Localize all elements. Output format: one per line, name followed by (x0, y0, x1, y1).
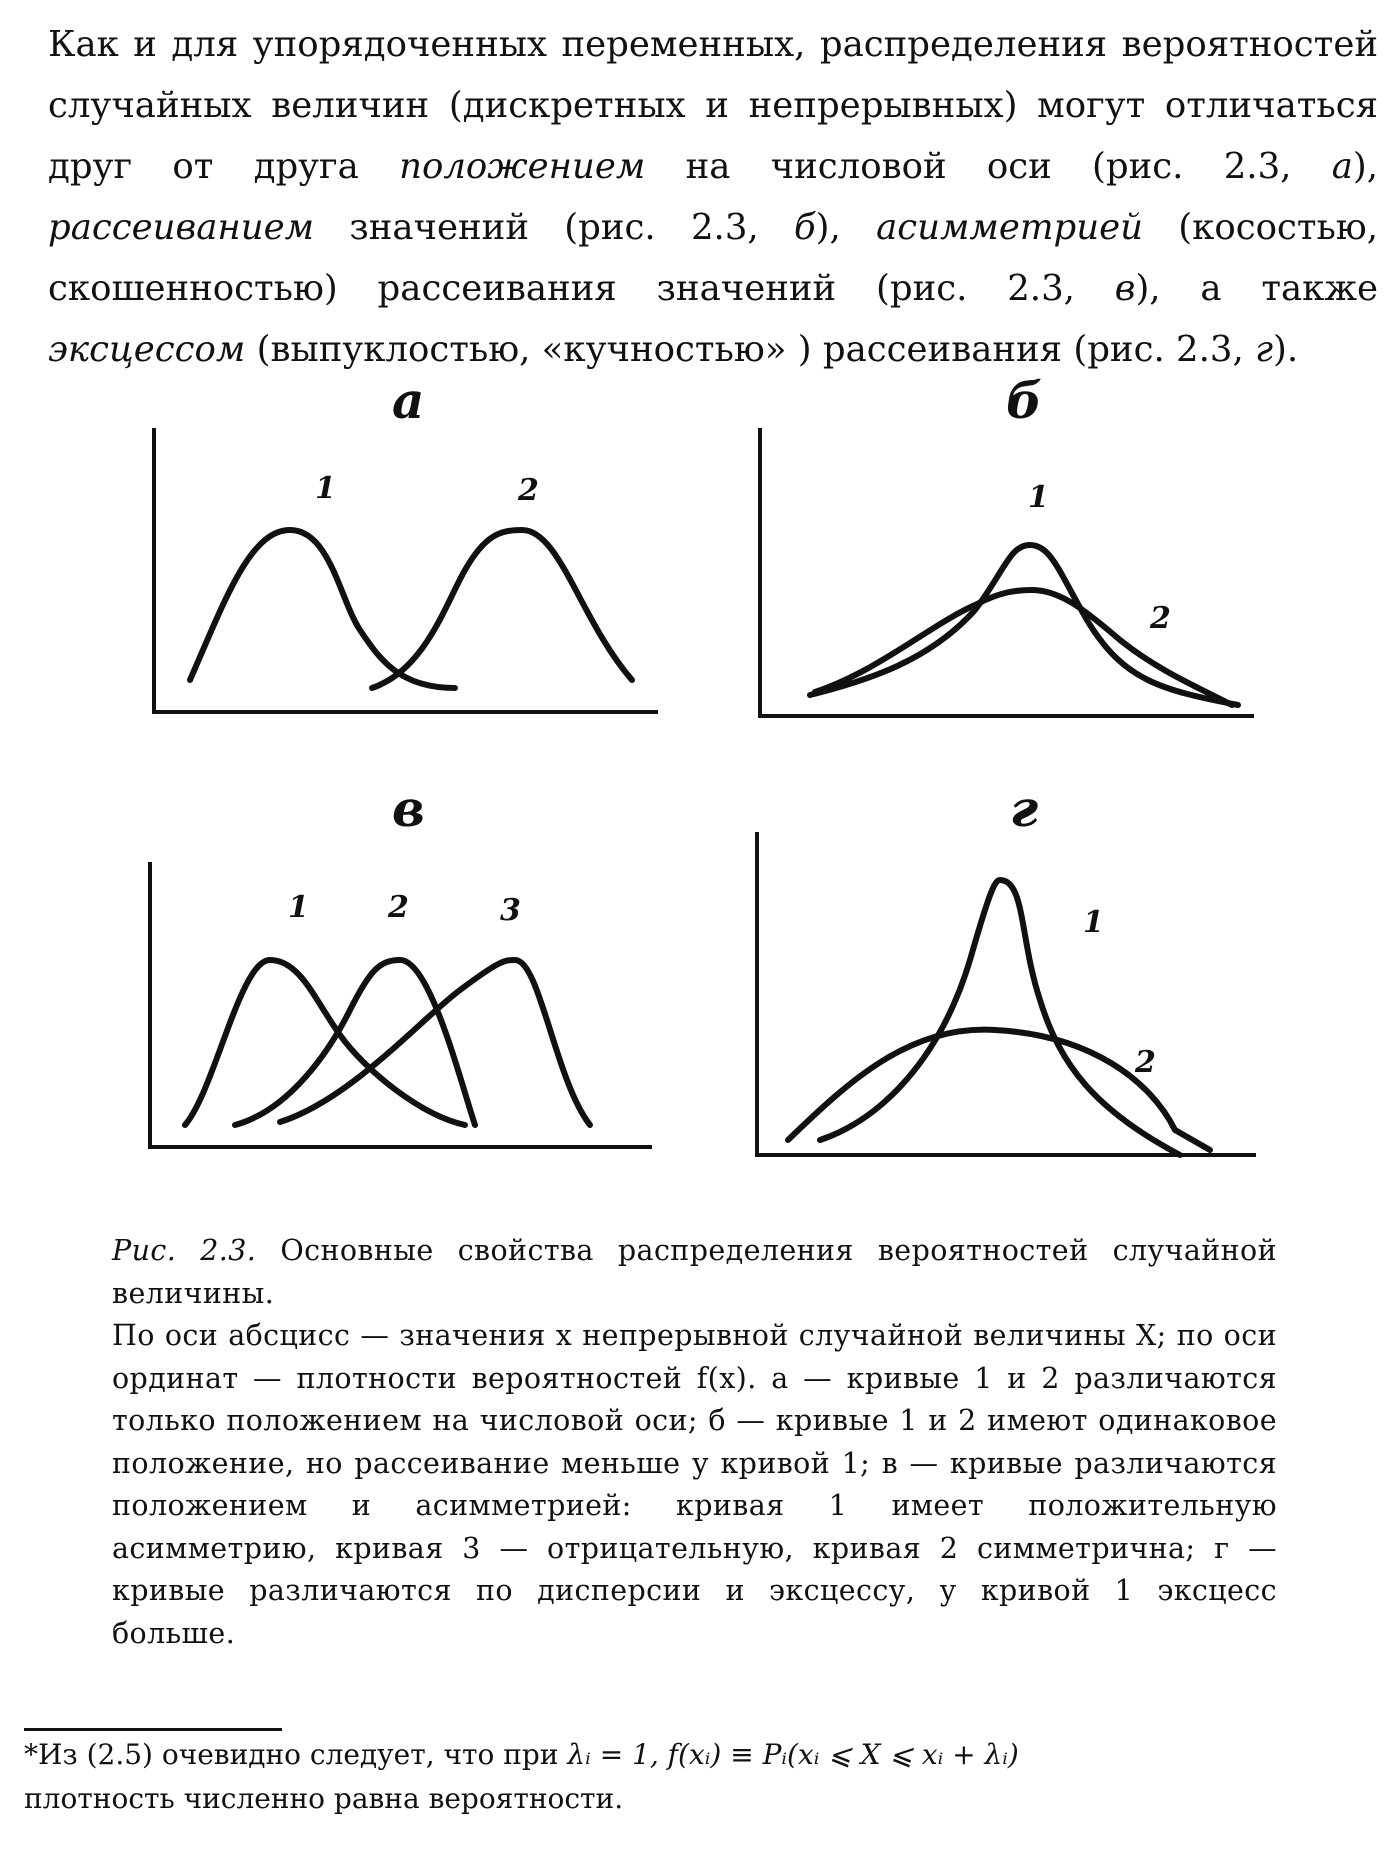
text: ), а также (1135, 268, 1378, 309)
text: значений (рис. 2.3, (314, 207, 794, 248)
footnote-text-2: плотность численно равна вероятности. (24, 1782, 624, 1815)
ref-b: б (793, 207, 816, 248)
panel-label-g: г (1010, 779, 1039, 838)
footnote-rule (24, 1728, 282, 1731)
ref-g: г (1255, 329, 1274, 370)
text: ), (815, 207, 877, 248)
ref-v: в (1114, 268, 1136, 309)
curve-label-g1: 1 (1083, 905, 1104, 940)
panel-label-a: а (392, 371, 425, 430)
panel-b (760, 371, 1254, 716)
curve-a2 (372, 530, 632, 688)
text: ). (1273, 329, 1299, 370)
curve-label-v1: 1 (288, 890, 309, 925)
panel-label-b: б (1006, 371, 1043, 430)
text: ), (1352, 146, 1378, 187)
curve-v3 (280, 960, 590, 1125)
curve-label-b2: 2 (1150, 601, 1171, 636)
caption-title: Основные свойства распределения вероятностей случайной величины. (112, 1234, 1277, 1310)
curve-v2 (235, 960, 475, 1125)
text: (выпуклостью, «кучностью» ) рассеивания (рис. 2.3, (245, 329, 1256, 370)
panel-g (757, 779, 1256, 1155)
term-asymmetry: асимметрией (876, 207, 1143, 248)
curve-label-b1: 1 (1028, 480, 1049, 515)
text: (косостью, скошенностью) рассеивания значений (рис. 2.3, (48, 207, 1378, 309)
curve-label-a1: 1 (315, 471, 336, 506)
panel-a (154, 371, 658, 712)
axes-b (760, 428, 1254, 716)
ref-a: а (1331, 146, 1353, 187)
figure-caption (112, 1230, 1277, 1655)
text: Как и для упорядоченных переменных, распределения вероятностей случайных величин (дискретных и непрерывных) могут отличаться друг от друга (48, 24, 1378, 187)
term-excess: эксцессом (48, 329, 246, 370)
curve-label-a2: 2 (518, 473, 539, 508)
curve-label-g2: 2 (1135, 1045, 1156, 1080)
curve-label-v3: 3 (500, 893, 521, 928)
panel-v (150, 779, 652, 1147)
curve-b1 (810, 545, 1238, 705)
caption-fig-ref: Рис. 2.3. (112, 1234, 257, 1267)
curve-a1 (190, 530, 455, 688)
caption-body: По оси абсцисс — значения x непрерывной случайной величины X; по оси ординат — плотности вероятностей f(x). а — кривые 1 и 2 различаются только положением на числовой оси; б — кривые 1 и 2 имеют одинаковое положение, но рассеивание меньше у кривой 1; в — кривые различаются положением и асимметрией: кривая 1 имеет положительную асимметрию, кривая 3 — отрицательную, кривая 2 симметрична; г — кривые различаются по дисперсии и эксцессу, у кривой 1 эксцесс больше. (112, 1319, 1277, 1650)
curve-label-v2: 2 (388, 890, 409, 925)
panel-label-v: в (392, 779, 425, 838)
curve-g1 (820, 880, 1180, 1155)
term-position: положением (399, 146, 646, 187)
footnote (24, 1733, 1374, 1821)
term-scatter: рассеиванием (48, 207, 315, 248)
footnote-text: *Из (2.5) очевидно следует, что при (24, 1738, 568, 1771)
text: на числовой оси (рис. 2.3, (645, 146, 1332, 187)
footnote-formula: λᵢ = 1, f(xᵢ) ≡ Pᵢ(xᵢ ⩽ X ⩽ xᵢ + λᵢ) (567, 1738, 1019, 1771)
